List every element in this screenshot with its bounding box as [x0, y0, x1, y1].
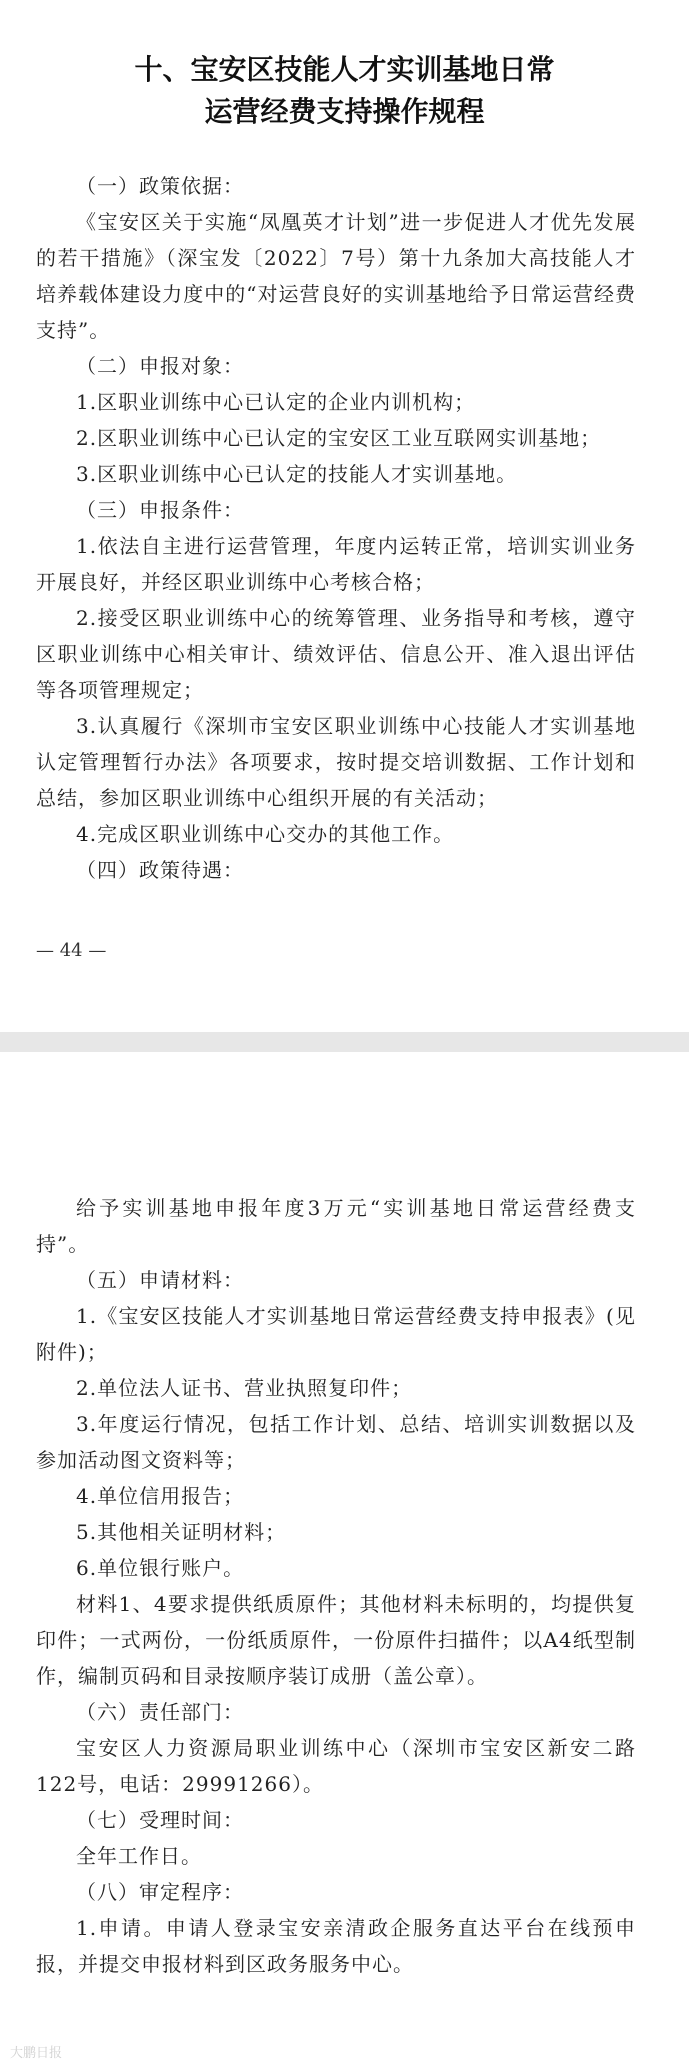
- page-1-body: [36, 168, 636, 888]
- list-item-applicant-3: 3.区职业训练中心已认定的技能人才实训基地。: [76, 462, 518, 486]
- source-watermark: 大鹏日报: [10, 2046, 63, 2061]
- list-item-material-1: 1.《宝安区技能人才实训基地日常运营经费支持申报表》(见附件)；: [36, 1304, 636, 1364]
- heading-policy-basis: （一）政策依据：: [76, 174, 244, 198]
- list-item-applicant-1: 1.区职业训练中心已认定的企业内训机构；: [76, 390, 476, 414]
- page-2-body: [36, 1190, 636, 1982]
- heading-review-procedure: （八）审定程序：: [76, 1880, 244, 1904]
- document-page-1: [0, 0, 689, 1032]
- paragraph-material-notes: 材料1、4要求提供纸质原件；其他材料未标明的，均提供复印件；一式两份，一份纸质原件，一份原件扫描件；以A4纸型制作，编制页码和目录按顺序装订成册（盖公章）。: [36, 1592, 636, 1688]
- paragraph-policy-basis: 《宝安区关于实施“凤凰英才计划”进一步促进人才优先发展的若干措施》（深宝发〔2022〕7号）第十九条加大高技能人才培养载体建设力度中的“对运营良好的实训基地给予日常运营经费支持”。: [36, 210, 636, 342]
- list-item-condition-3: 3.认真履行《深圳市宝安区职业训练中心技能人才实训基地认定管理暂行办法》各项要求，按时提交培训数据、工作计划和总结，参加区职业训练中心组织开展的有关活动；: [36, 714, 636, 810]
- document-page-2: [0, 1052, 689, 2069]
- heading-conditions: （三）申报条件：: [76, 498, 244, 522]
- heading-policy-benefits: （四）政策待遇：: [76, 858, 244, 882]
- page-number: — 44 —: [36, 940, 107, 961]
- paragraph-acceptance-time: 全年工作日。: [76, 1844, 202, 1868]
- paragraph-benefit-amount: 给予实训基地申报年度3万元“实训基地日常运营经费支持”。: [36, 1196, 636, 1256]
- page-separator: [0, 1032, 689, 1052]
- list-item-condition-2: 2.接受区职业训练中心的统筹管理、业务指导和考核，遵守区职业训练中心相关审计、绩效评估、信息公开、准入退出评估等各项管理规定；: [36, 606, 636, 702]
- list-item-procedure-1: 1.申请。申请人登录宝安亲清政企服务直达平台在线预申报，并提交申报材料到区政务服务中心。: [36, 1916, 636, 1976]
- list-item-condition-4: 4.完成区职业训练中心交办的其他工作。: [76, 822, 455, 846]
- heading-responsible-department: （六）责任部门：: [76, 1700, 244, 1724]
- list-item-material-6: 6.单位银行账户。: [76, 1556, 245, 1580]
- list-item-material-5: 5.其他相关证明材料；: [76, 1520, 287, 1544]
- heading-materials: （五）申请材料：: [76, 1268, 244, 1292]
- document-title-line-1: 十、宝安区技能人才实训基地日常: [134, 53, 555, 86]
- paragraph-responsible-department: 宝安区人力资源局职业训练中心（深圳市宝安区新安二路122号，电话：29991266）。: [36, 1736, 636, 1796]
- heading-applicants: （二）申报对象：: [76, 354, 244, 378]
- document-title-line-2: 运营经费支持操作规程: [204, 95, 485, 128]
- list-item-applicant-2: 2.区职业训练中心已认定的宝安区工业互联网实训基地；: [76, 426, 602, 450]
- list-item-material-4: 4.单位信用报告；: [76, 1484, 245, 1508]
- list-item-material-3: 3.年度运行情况，包括工作计划、总结、培训实训数据以及参加活动图文资料等；: [36, 1412, 636, 1472]
- heading-acceptance-time: （七）受理时间：: [76, 1808, 244, 1832]
- list-item-condition-1: 1.依法自主进行运营管理，年度内运转正常，培训实训业务开展良好，并经区职业训练中心考核合格；: [36, 534, 636, 594]
- list-item-material-2: 2.单位法人证书、营业执照复印件；: [76, 1376, 413, 1400]
